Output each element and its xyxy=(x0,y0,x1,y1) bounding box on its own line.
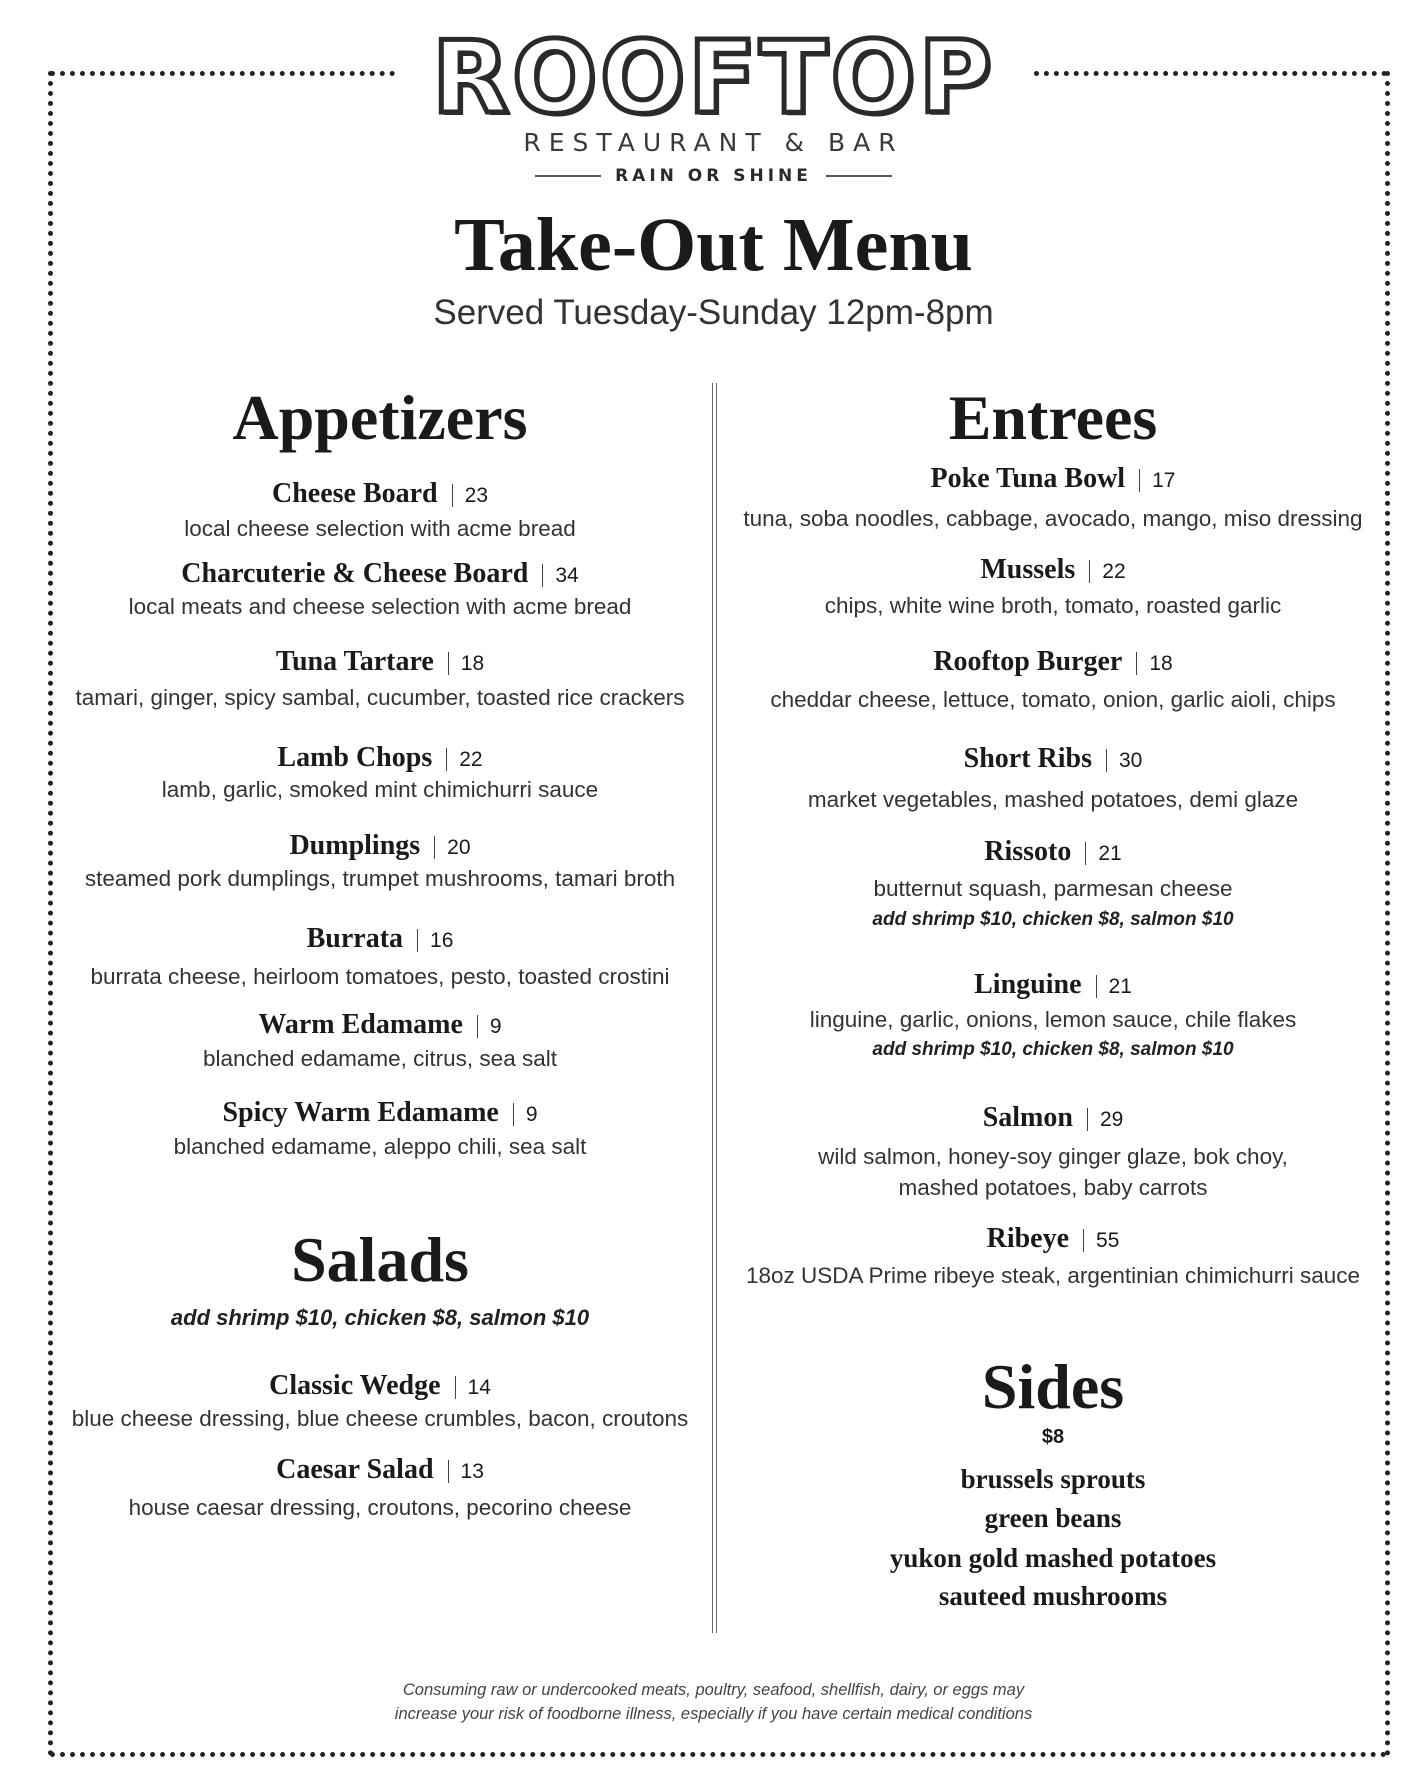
menu-item-description: burrata cheese, heirloom tomatoes, pesto, toasted crostini xyxy=(90,964,670,989)
menu-item-name: Spicy Warm Edamame 9 xyxy=(222,1097,538,1128)
menu-title: Take-Out Menu xyxy=(454,203,973,287)
menu-item-description: wild salmon, honey-soy ginger glaze, bok choy, xyxy=(818,1144,1288,1169)
menu-item-price: 18 xyxy=(448,652,484,675)
menu-item-description: cheddar cheese, lettuce, tomato, onion, garlic aioli, chips xyxy=(770,687,1336,712)
salads-addon: add shrimp $10, chicken $8, salmon $10 xyxy=(170,1305,590,1330)
side-item: yukon gold mashed potatoes xyxy=(889,1543,1217,1573)
side-item: green beans xyxy=(984,1503,1122,1533)
sides-price: $8 xyxy=(1041,1426,1065,1448)
menu-item-price: 14 xyxy=(455,1376,491,1399)
menu-item-name: Cheese Board 23 xyxy=(271,478,488,509)
menu-item-description: blanched edamame, aleppo chili, sea salt xyxy=(173,1134,587,1159)
menu-item-price: 30 xyxy=(1106,749,1142,772)
menu-item-name: Dumplings 20 xyxy=(289,830,471,861)
menu-item-price: 9 xyxy=(477,1015,502,1038)
menu-item-price: 16 xyxy=(417,929,453,952)
logo xyxy=(0,19,1427,136)
menu-item-description: market vegetables, mashed potatoes, demi glaze xyxy=(807,787,1299,812)
menu-item-name: Salmon 29 xyxy=(982,1102,1124,1133)
menu-item-name: Linguine 21 xyxy=(974,969,1132,1000)
menu-item-name: Lamb Chops 22 xyxy=(277,742,483,773)
menu-item-price: 13 xyxy=(448,1460,484,1483)
menu-item-description: 18oz USDA Prime ribeye steak, argentinian chimichurri sauce xyxy=(745,1263,1361,1288)
entrees-heading: Entrees xyxy=(948,382,1158,453)
menu-item-description: lamb, garlic, smoked mint chimichurri sauce xyxy=(161,777,599,802)
menu-item-description: tuna, soba noodles, cabbage, avocado, mango, miso dressing xyxy=(743,506,1363,531)
logo-tagline xyxy=(0,166,1427,186)
menu-item-name: Rooftop Burger 18 xyxy=(933,646,1173,677)
menu-item-price: 21 xyxy=(1096,975,1132,998)
menu-item-description: blanched edamame, citrus, sea salt xyxy=(203,1046,557,1071)
menu-item-name: Tuna Tartare 18 xyxy=(275,646,485,677)
menu-item-description: local cheese selection with acme bread xyxy=(184,516,576,541)
dotted-border-bottom xyxy=(50,1752,1387,1757)
menu-item-addon: add shrimp $10, chicken $8, salmon $10 xyxy=(872,909,1234,930)
menu-item-price: 20 xyxy=(434,836,470,859)
menu-item-price: 17 xyxy=(1139,469,1175,492)
menu-item-name: Caesar Salad 13 xyxy=(276,1454,484,1485)
logo-subtitle: RESTAURANT & BAR xyxy=(523,128,904,157)
menu-item-description: chips, white wine broth, tomato, roasted garlic xyxy=(824,593,1282,618)
menu-item-price: 18 xyxy=(1136,652,1172,675)
menu-item-description: blue cheese dressing, blue cheese crumbles, bacon, croutons xyxy=(71,1406,689,1431)
menu-item-price: 55 xyxy=(1083,1229,1119,1252)
menu-item-name: Charcuterie & Cheese Board 34 xyxy=(181,558,579,589)
tagline-rule-right xyxy=(826,175,892,177)
menu-item-name: Warm Edamame 9 xyxy=(258,1009,502,1040)
menu-item-name: Poke Tuna Bowl 17 xyxy=(930,463,1176,494)
menu-item-description: house caesar dressing, croutons, pecorino cheese xyxy=(128,1495,632,1520)
menu-item-name: Burrata 16 xyxy=(306,923,454,954)
menu-item-description: steamed pork dumplings, trumpet mushrooms, tamari broth xyxy=(84,866,676,891)
menu-item-price: 22 xyxy=(1089,560,1125,583)
column-divider xyxy=(712,383,717,1633)
menu-item-name: Mussels 22 xyxy=(980,554,1126,585)
menu-item-price: 22 xyxy=(446,748,482,771)
side-item: sauteed mushrooms xyxy=(938,1581,1168,1611)
menu-item-price: 21 xyxy=(1085,842,1121,865)
salads-heading: Salads xyxy=(291,1224,469,1295)
menu-item-description: local meats and cheese selection with acme bread xyxy=(128,594,632,619)
menu-item-name: Short Ribs 30 xyxy=(963,743,1143,774)
disclaimer-line1: Consuming raw or undercooked meats, poultry, seafood, shellfish, dairy, or eggs may xyxy=(402,1681,1025,1699)
menu-item-price: 29 xyxy=(1087,1108,1123,1131)
served-hours: Served Tuesday-Sunday 12pm-8pm xyxy=(433,293,994,332)
menu-item-description: tamari, ginger, spicy sambal, cucumber, toasted rice crackers xyxy=(75,685,685,710)
menu-item-description: butternut squash, parmesan cheese xyxy=(873,876,1233,901)
side-item: brussels sprouts xyxy=(960,1464,1146,1494)
disclaimer-line2: increase your risk of foodborne illness, especially if you have certain medical conditions xyxy=(394,1705,1033,1723)
menu-item-price: 23 xyxy=(452,484,488,507)
menu-item-name: Classic Wedge 14 xyxy=(269,1370,491,1401)
sides-heading: Sides xyxy=(981,1351,1125,1422)
tagline-rule-left xyxy=(535,175,601,177)
menu-item-description-line2: mashed potatoes, baby carrots xyxy=(898,1175,1208,1200)
menu-item-addon: add shrimp $10, chicken $8, salmon $10 xyxy=(872,1039,1234,1060)
menu-item-description: linguine, garlic, onions, lemon sauce, chile flakes xyxy=(809,1007,1297,1032)
appetizers-heading: Appetizers xyxy=(232,382,528,453)
menu-item-name: Ribeye 55 xyxy=(986,1223,1120,1254)
tagline-text: RAIN OR SHINE xyxy=(615,166,812,186)
logo-wordmark: ROOFTOP xyxy=(432,19,995,136)
menu-item-price: 9 xyxy=(513,1103,538,1126)
menu-item-price: 34 xyxy=(542,564,578,587)
menu-item-name: Rissoto 21 xyxy=(984,836,1122,867)
